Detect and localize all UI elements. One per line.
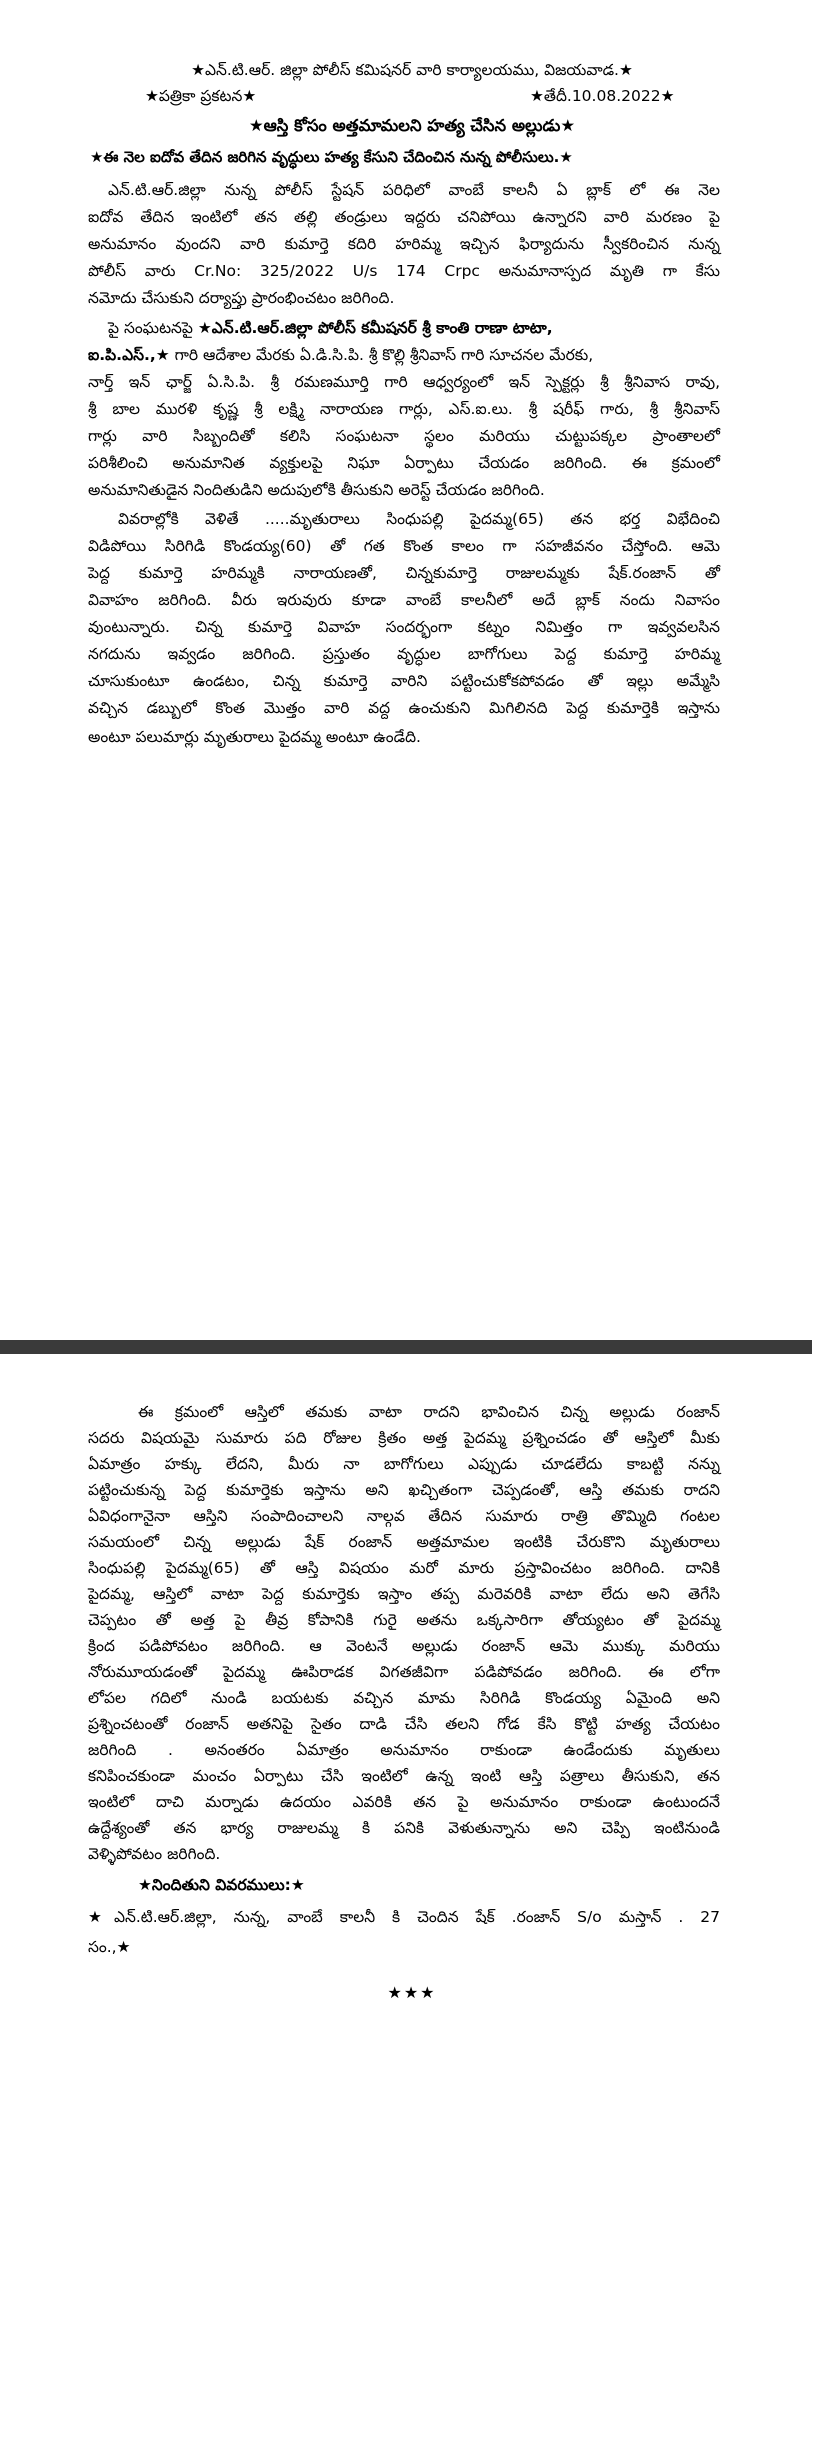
headline: ★ఆస్తి కోసం అత్తమామలని హత్య చేసిన అల్లుడు★ bbox=[248, 116, 576, 135]
end-mark: ★★★ bbox=[387, 1983, 437, 2002]
paragraph-line: సదరు విషయమై సుమారు పది రోజుల క్రితం అత్త పైదమ్మ ప్రశ్నించడం తో ఆస్తిలో మీకు bbox=[88, 1429, 720, 1447]
accused-details-line: ★ఎన్.టి.ఆర్.జిల్లా, నున్న, వాంబే కాలనీ కి చెందిన షేక్ .రంజాన్ S/o మస్తాన్ . 27 bbox=[88, 1908, 720, 1926]
paragraph-line: ఈ క్రమంలో ఆస్తిలో తమకు వాటా రాదని భావించిన చిన్న అల్లుడు రంజాన్ bbox=[138, 1403, 720, 1421]
paragraph-line bbox=[108, 318, 553, 338]
paragraph-line: ఏవిధంగానైనా ఆస్తిని సంపాదించాలని నాల్గవ తేదిన సుమారు రాత్రి తొమ్మిది గంటల bbox=[88, 1507, 720, 1525]
subheadline: ★ఈ నెల ఐదోవ తేదిన జరిగిన వృద్ధులు హత్య కేసుని చేదించిన నున్న పోలీసులు.★ bbox=[90, 148, 573, 166]
paragraph-line: ఏమాత్రం హక్కు లేదని, మీరు నా బాగోగులు ఎప్పుడు చూడలేదు కాబట్టి నన్ను bbox=[88, 1455, 720, 1473]
accused-details-line: సం.,★ bbox=[88, 1938, 131, 1956]
commissioner-name: ★ఎన్.టి.ఆర్.జిల్లా పోలీస్ కమీషనర్ శ్రీ కాంతి రాణా టాటా, bbox=[197, 319, 553, 337]
paragraph-line: కనిపించకుండా మంచం ఏర్పాటు చేసి ఇంటిలో ఉన్న ఇంటి ఆస్తి పత్రాలు తీసుకుని, తన bbox=[88, 1767, 720, 1785]
paragraph-line: నగదును ఇవ్వడం జరిగింది. ప్రస్తుతం వృద్ధుల బాగోగులు పెద్ద కుమార్తె హరిమ్మ bbox=[88, 645, 720, 663]
paragraph-line: వివాహం జరిగింది. వీరు ఇరువురు కూడా వాంబే కాలనీలో అదే బ్లాక్ నందు నివాసం bbox=[88, 591, 720, 609]
paragraph-line: ఉద్దేశ్యంతో తన భార్య రాజులమ్మ కి పనికి వెళుతున్నాను అని చెప్పి ఇంటినుండి bbox=[88, 1819, 720, 1837]
accused-heading: ★నిందితుని వివరములు:★ bbox=[138, 1876, 305, 1894]
paragraph-line: నమోదు చేసుకుని దర్యాప్తు ప్రారంభించటం జరిగింది. bbox=[88, 289, 395, 307]
paragraph-line: అనుమానితుడైన నిందితుడిని అదుపులోకి తీసుకుని అరెస్ట్ చేయడం జరిగింది. bbox=[88, 481, 545, 499]
paragraph-line: పోలీస్ వారు Cr.No: 325/2022 U/s 174 Crpc అనుమానాస్పద మృతి గా కేసు bbox=[88, 262, 720, 280]
press-date: ★తేదీ.10.08.2022★ bbox=[530, 87, 675, 105]
paragraph-line: సింధుపల్లి పైదమ్మ(65) తో ఆస్తి విషయం మరో మారు ప్రస్తావించటం జరిగింది. దానికి bbox=[88, 1559, 720, 1577]
paragraph-line: నోరుమూయడంతో పైదమ్మ ఊపిరాడక విగతజీవిగా పడిపోవడం జరిగింది. ఈ లోగా bbox=[88, 1663, 720, 1681]
para2-rest: గారి ఆదేశాల మేరకు ఏ.డి.సి.పి. శ్రీ కొల్లి శ్రీనివాస్ గారి సూచనల మేరకు, bbox=[169, 346, 594, 364]
paragraph-line: వుంటున్నారు. చిన్న కుమార్తె వివాహ సందర్భంగా కట్నం నిమిత్తం గా ఇవ్వవలసిన bbox=[88, 618, 720, 636]
paragraph-line: చెప్పటం తో అత్త పై తీవ్ర కోపానికి గురై అతను ఒక్కసారిగా తోయ్యటం తో పైదమ్మ bbox=[88, 1611, 720, 1629]
paragraph-line: వచ్చిన డబ్బులో కొంత మొత్తం వారి వద్ద ఉంచుకుని మిగిలినది పెద్ద కుమార్తెకి ఇస్తాను bbox=[88, 699, 720, 717]
paragraph-line: సమయంలో చిన్న అల్లుడు షేక్ రంజాన్ అత్తమామల ఇంటికి చేరుకొని మృతురాలు bbox=[88, 1533, 720, 1551]
paragraph-line: పట్టించుకున్న పెద్ద కుమార్తెకు ఇస్తాను అని ఖచ్చితంగా చెప్పడంతో, ఆస్తి తమకు రాదని bbox=[88, 1481, 720, 1499]
paragraph-line: గార్లు వారి సిబ్బందితో కలిసి సంఘటనా స్థలం మరియు చుట్టుపక్కల ప్రాంతాలలో bbox=[88, 427, 720, 445]
para2-intro: పై సంఘటనపై bbox=[108, 319, 198, 337]
paragraph-line: అనుమానం వుందని వారి కుమార్తె కదిరి హరిమ్మ ఇచ్చిన ఫిర్యాదును స్వీకరించిన నున్న bbox=[88, 235, 720, 253]
paragraph-line bbox=[88, 345, 593, 365]
paragraph-line: జరిగింది . అనంతరం ఏమాత్రం అనుమానం రాకుండా ఉండేందుకు మృతులు bbox=[88, 1741, 720, 1759]
paragraph-line: పరిశీలించి అనుమానిత వ్యక్తులపై నిఘా ఏర్పాటు చేయడం జరిగింది. ఈ క్రమంలో bbox=[88, 454, 720, 472]
paragraph-line: ఐదోవ తేదిన ఇంటిలో తన తల్లి తండ్రులు ఇద్దరు చనిపోయి ఉన్నారని వారి మరణం పై bbox=[88, 208, 720, 226]
paragraph-line: విడిపోయి సిరిగిడి కొండయ్య(60) తో గత కొంత కాలం గా సహజీవనం చేస్తోంది. ఆమె bbox=[88, 537, 720, 555]
page-divider bbox=[0, 1340, 812, 1354]
paragraph-line: వివరాల్లోకి వెళితే .....మృతురాలు సింధుపల్లి పైదమ్మ(65) తన భర్త విభేదించి bbox=[118, 510, 720, 528]
commissioner-title: ఐ.పి.ఎస్.,★ bbox=[88, 346, 170, 364]
paragraph-line: పైదమ్మ, ఆస్తిలో వాటా పెద్ద కుమార్తెకు ఇస్తాం తప్ప మరెవరికి వాటా లేదు అని తెగేసి bbox=[88, 1585, 720, 1603]
paragraph-line: లోపల గదిలో నుండి బయటకు వచ్చిన మామ సిరిగిడి కొండయ్య ఏమైంది అని bbox=[88, 1689, 720, 1707]
paragraph-line: అంటూ పలుమార్లు మృతురాలు పైదమ్మ అంటూ ఉండేది. bbox=[88, 728, 421, 746]
paragraph-line: వెళ్ళిపోవటం జరిగింది. bbox=[88, 1845, 221, 1863]
paragraph-line: చూసుకుంటూ ఉండటం, చిన్న కుమార్తె వారిని పట్టించుకోకపోవడం తో ఇల్లు అమ్మేసి bbox=[88, 672, 720, 690]
paragraph-line: పెద్ద కుమార్తె హరిమ్మకి నారాయణతో, చిన్నకుమార్తె రాజులమ్మకు షేక్.రంజాన్ తో bbox=[88, 564, 720, 582]
paragraph-line: ఇంటిలో దాచి మర్నాడు ఉదయం ఎవరికి తన పై అనుమానం రాకుండా ఉంటుందనే bbox=[88, 1793, 720, 1811]
paragraph-line: క్రింద పడిపోవటం జరిగింది. ఆ వెంటనే అల్లుడు రంజాన్ ఆమె ముక్కు మరియు bbox=[88, 1637, 720, 1655]
office-header: ★ఎన్.టి.ఆర్. జిల్లా పోలీస్ కమిషనర్ వారి కార్యాలయము, విజయవాడ.★ bbox=[191, 61, 633, 79]
paragraph-line: నార్త్ ఇన్ ఛార్జ్ ఏ.సి.పి. శ్రీ రమణమూర్తి గారి ఆధ్వర్యంలో ఇన్ స్పెక్టర్లు శ్రీ శ్రీనివాస రావు, bbox=[88, 373, 720, 391]
press-note-label: ★పత్రికా ప్రకటన★ bbox=[145, 87, 257, 105]
page-2 bbox=[0, 1354, 824, 2456]
paragraph-line: శ్రీ బాల మురళి కృష్ణ శ్రీ లక్ష్మి నారాయణ గార్లు, ఎస్.ఐ.లు. శ్రీ షరీఫ్ గారు, శ్రీ శ్రీనివాస్ bbox=[88, 400, 720, 418]
paragraph-line: ప్రశ్నించటంతో రంజాన్ అతనిపై సైతం దాడి చేసి తలని గోడ కేసి కొట్టి హత్య చేయటం bbox=[88, 1715, 720, 1733]
paragraph-line: ఎన్.టి.ఆర్.జిల్లా నున్న పోలీస్ స్టేషన్ పరిధిలో వాంబే కాలనీ ఏ బ్లాక్ లో ఈ నెల bbox=[108, 181, 720, 199]
